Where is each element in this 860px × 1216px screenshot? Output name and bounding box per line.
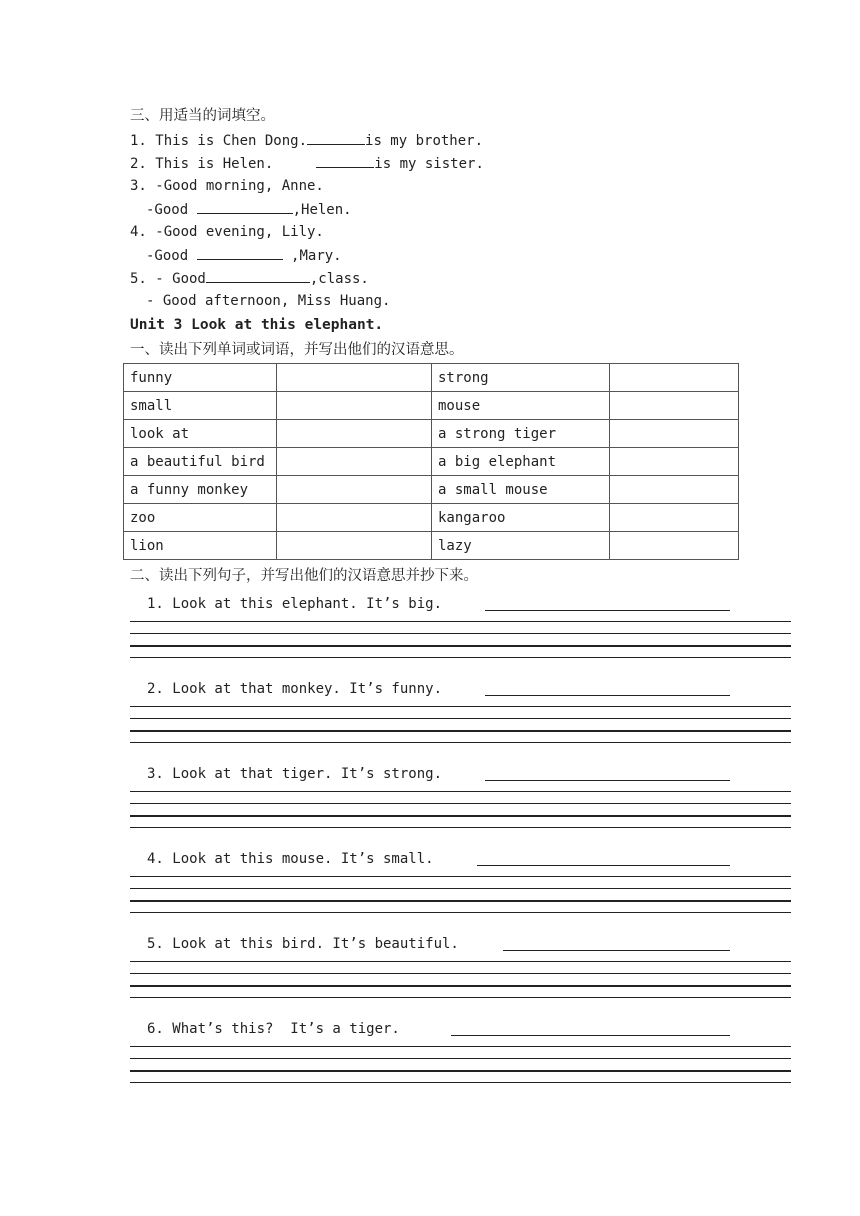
- copy-line: [130, 633, 791, 634]
- vocab-word: a big elephant: [432, 448, 610, 476]
- translation-line-5[interactable]: [503, 950, 730, 951]
- vocab-row: [124, 420, 739, 448]
- translation-line-6[interactable]: [451, 1035, 730, 1036]
- sentence-2: 2. Look at that monkey. It’s funny.: [147, 681, 443, 697]
- question-1: [130, 130, 483, 151]
- question-5-suffix: ,class.: [309, 271, 369, 287]
- section3-heading: 三、用适当的词填空。: [130, 108, 275, 124]
- copy-line: [130, 985, 791, 987]
- meaning-cell[interactable]: [610, 420, 739, 448]
- copy-line: [130, 1082, 791, 1083]
- question-5-line-b: - Good afternoon, Miss Huang.: [146, 293, 391, 309]
- copy-line: [130, 1058, 791, 1059]
- answer-blank-2[interactable]: [316, 153, 374, 168]
- question-2: [130, 153, 484, 174]
- meaning-cell[interactable]: [277, 420, 432, 448]
- question-4-line-a: 4. -Good evening, Lily.: [130, 224, 324, 240]
- meaning-cell[interactable]: [610, 392, 739, 420]
- part1-heading: 一、读出下列单词或词语，并写出他们的汉语意思。: [130, 342, 464, 358]
- question-5-line-a: [130, 268, 369, 289]
- answer-blank-4[interactable]: [197, 245, 283, 260]
- question-5-prompt: 5. - Good: [130, 271, 206, 287]
- copy-line: [130, 973, 791, 974]
- meaning-cell[interactable]: [277, 532, 432, 560]
- meaning-cell[interactable]: [277, 392, 432, 420]
- copy-line: [130, 1070, 791, 1072]
- copy-line: [130, 815, 791, 817]
- question-2-prompt: 2. This is Helen.: [130, 156, 274, 172]
- vocab-word: small: [124, 392, 277, 420]
- vocabulary-table: [123, 363, 739, 560]
- vocab-word: a funny monkey: [124, 476, 277, 504]
- vocab-word: lion: [124, 532, 277, 560]
- question-3-suffix: ,Helen.: [292, 202, 352, 218]
- meaning-cell[interactable]: [277, 448, 432, 476]
- copy-line: [130, 621, 791, 622]
- copy-line: [130, 645, 791, 647]
- copy-line: [130, 742, 791, 743]
- translation-line-4[interactable]: [477, 865, 730, 866]
- meaning-cell[interactable]: [610, 364, 739, 392]
- copy-line: [130, 900, 791, 902]
- vocab-row: [124, 448, 739, 476]
- sentence-4: 4. Look at this mouse. It’s small.: [147, 851, 434, 867]
- question-4-reply: -Good: [146, 248, 189, 264]
- translation-line-3[interactable]: [485, 780, 730, 781]
- copy-line: [130, 827, 791, 828]
- unit-title: Unit 3 Look at this elephant.: [130, 317, 384, 333]
- vocab-word: funny: [124, 364, 277, 392]
- answer-blank-1[interactable]: [307, 130, 365, 145]
- copy-line: [130, 730, 791, 732]
- translation-line-2[interactable]: [485, 695, 730, 696]
- copy-line: [130, 706, 791, 707]
- meaning-cell[interactable]: [277, 504, 432, 532]
- vocab-word: a small mouse: [432, 476, 610, 504]
- copy-line: [130, 961, 791, 962]
- vocab-row: [124, 476, 739, 504]
- copy-line: [130, 791, 791, 792]
- vocab-row: [124, 392, 739, 420]
- sentence-5: 5. Look at this bird. It’s beautiful.: [147, 936, 459, 952]
- question-1-suffix: is my brother.: [365, 133, 484, 149]
- translation-line-1[interactable]: [485, 610, 730, 611]
- copy-line: [130, 997, 791, 998]
- question-4-line-b: [146, 245, 342, 266]
- sentence-1: 1. Look at this elephant. It’s big.: [147, 596, 443, 612]
- copy-line: [130, 912, 791, 913]
- answer-blank-5[interactable]: [206, 268, 310, 283]
- vocab-word: a strong tiger: [432, 420, 610, 448]
- question-2-suffix: is my sister.: [374, 156, 484, 172]
- meaning-cell[interactable]: [610, 532, 739, 560]
- meaning-cell[interactable]: [610, 476, 739, 504]
- vocab-word: kangaroo: [432, 504, 610, 532]
- meaning-cell[interactable]: [277, 476, 432, 504]
- vocab-word: look at: [124, 420, 277, 448]
- meaning-cell[interactable]: [277, 364, 432, 392]
- question-4-suffix: ,Mary.: [291, 248, 342, 264]
- part2-heading: 二、读出下列句子，并写出他们的汉语意思并抄下来。: [130, 568, 478, 584]
- vocab-word: lazy: [432, 532, 610, 560]
- vocab-word: strong: [432, 364, 610, 392]
- question-3-line-b: [146, 199, 352, 220]
- meaning-cell[interactable]: [610, 448, 739, 476]
- vocab-row: [124, 532, 739, 560]
- copy-line: [130, 888, 791, 889]
- vocab-row: [124, 504, 739, 532]
- vocab-word: mouse: [432, 392, 610, 420]
- sentence-3: 3. Look at that tiger. It’s strong.: [147, 766, 443, 782]
- sentence-6: 6. What’s this? It’s a tiger.: [147, 1021, 400, 1037]
- vocab-row: [124, 364, 739, 392]
- vocab-word: zoo: [124, 504, 277, 532]
- copy-line: [130, 803, 791, 804]
- copy-line: [130, 1046, 791, 1047]
- question-1-prompt: 1. This is Chen Dong.: [130, 133, 308, 149]
- question-3-reply: -Good: [146, 202, 189, 218]
- answer-blank-3[interactable]: [197, 199, 293, 214]
- meaning-cell[interactable]: [610, 504, 739, 532]
- copy-line: [130, 657, 791, 658]
- vocab-word: a beautiful bird: [124, 448, 277, 476]
- copy-line: [130, 876, 791, 877]
- question-3-line-a: 3. -Good morning, Anne.: [130, 178, 324, 194]
- copy-line: [130, 718, 791, 719]
